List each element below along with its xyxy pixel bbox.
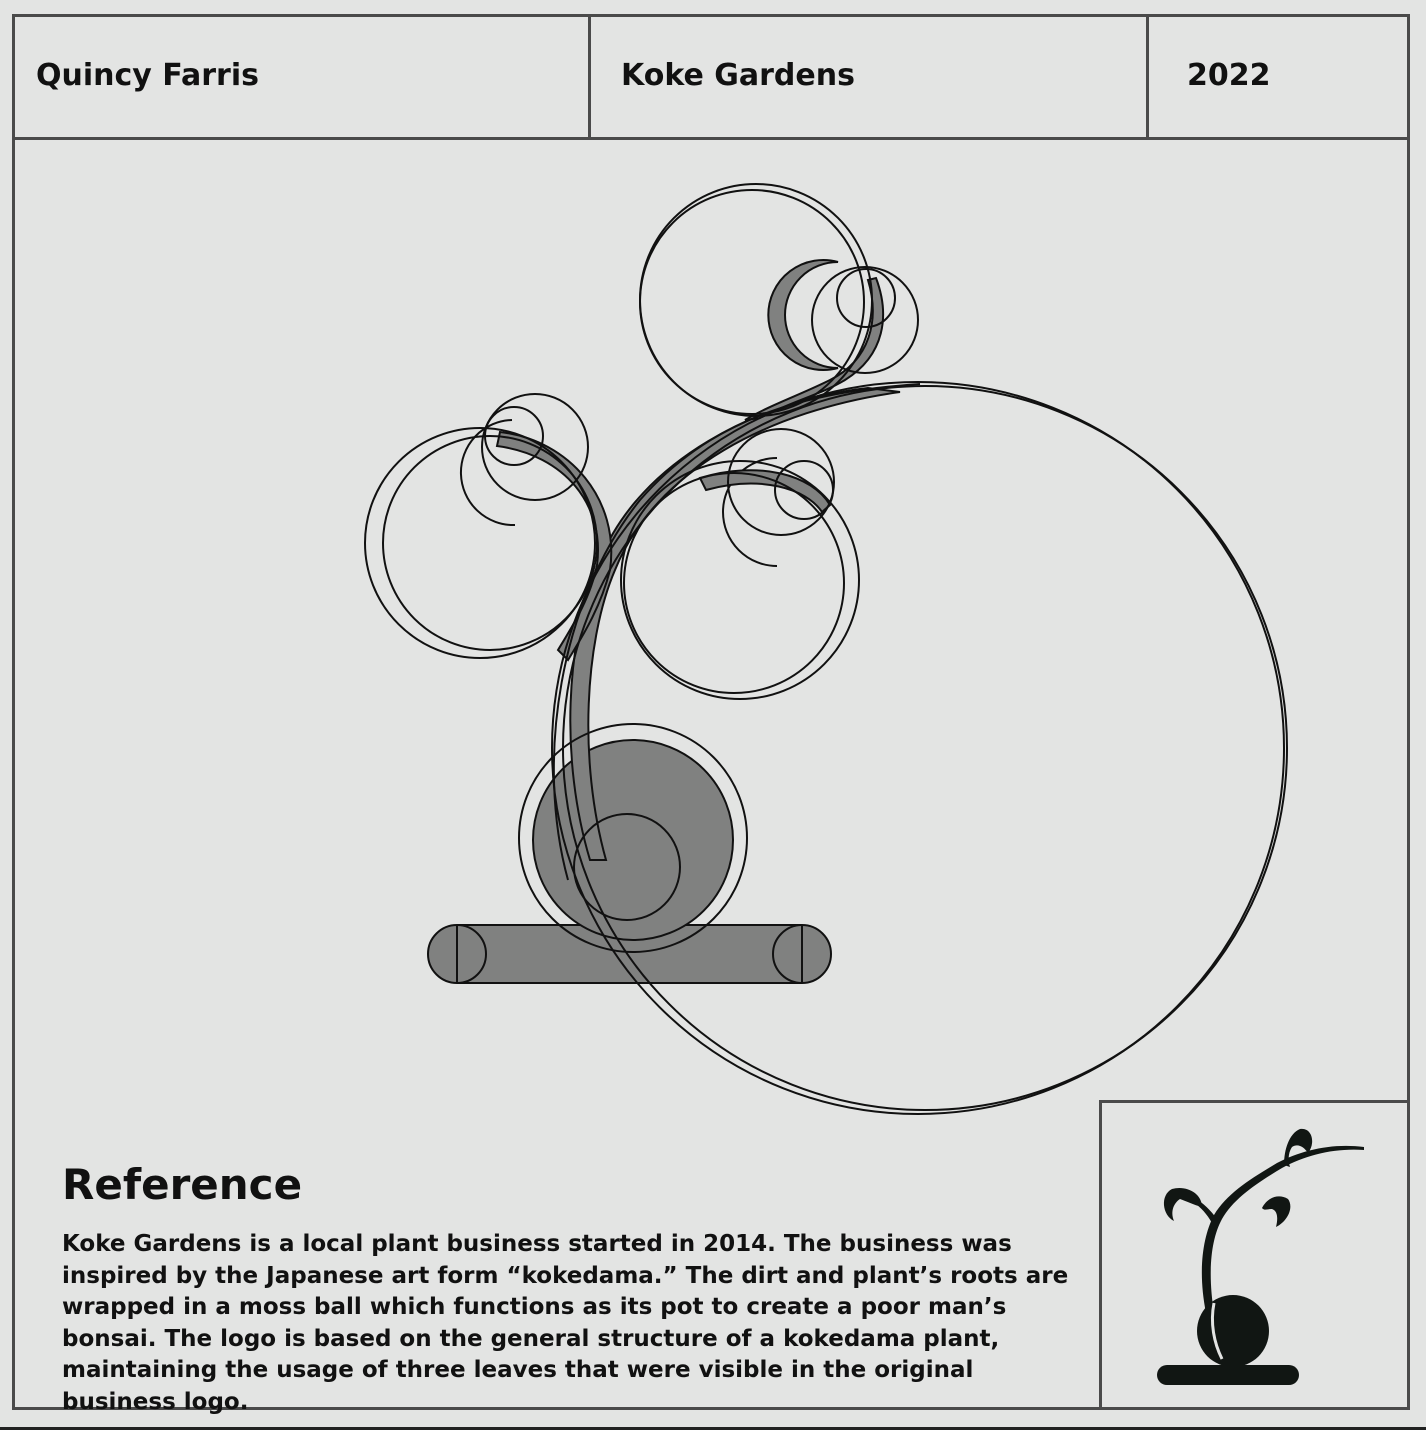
top-leaf-crescent <box>768 260 838 370</box>
project-name: Koke Gardens <box>588 14 1146 137</box>
reference-body: Koke Gardens is a local plant business started in 2014. The business was inspired by the Japanese art form “kokedama.” The dirt and plant’s roots are wrapped in a moss ball which functions as its pot to create a poor man’s bonsai. The logo is based on the general structure of a kokedama plant, maintaining the usage of three leaves that were visible in the original business logo. <box>62 1231 1069 1415</box>
construction-fills <box>428 260 900 983</box>
project-year: 2022 <box>1146 14 1410 137</box>
reference-section <box>62 1160 1082 1418</box>
logo-panel <box>1099 1100 1410 1410</box>
top-leaf-tiny-guide <box>837 269 895 327</box>
reference-title: Reference <box>62 1160 303 1209</box>
kokedama-plant-logo-icon <box>1102 1103 1410 1410</box>
author-name: Quincy Farris <box>36 58 259 93</box>
